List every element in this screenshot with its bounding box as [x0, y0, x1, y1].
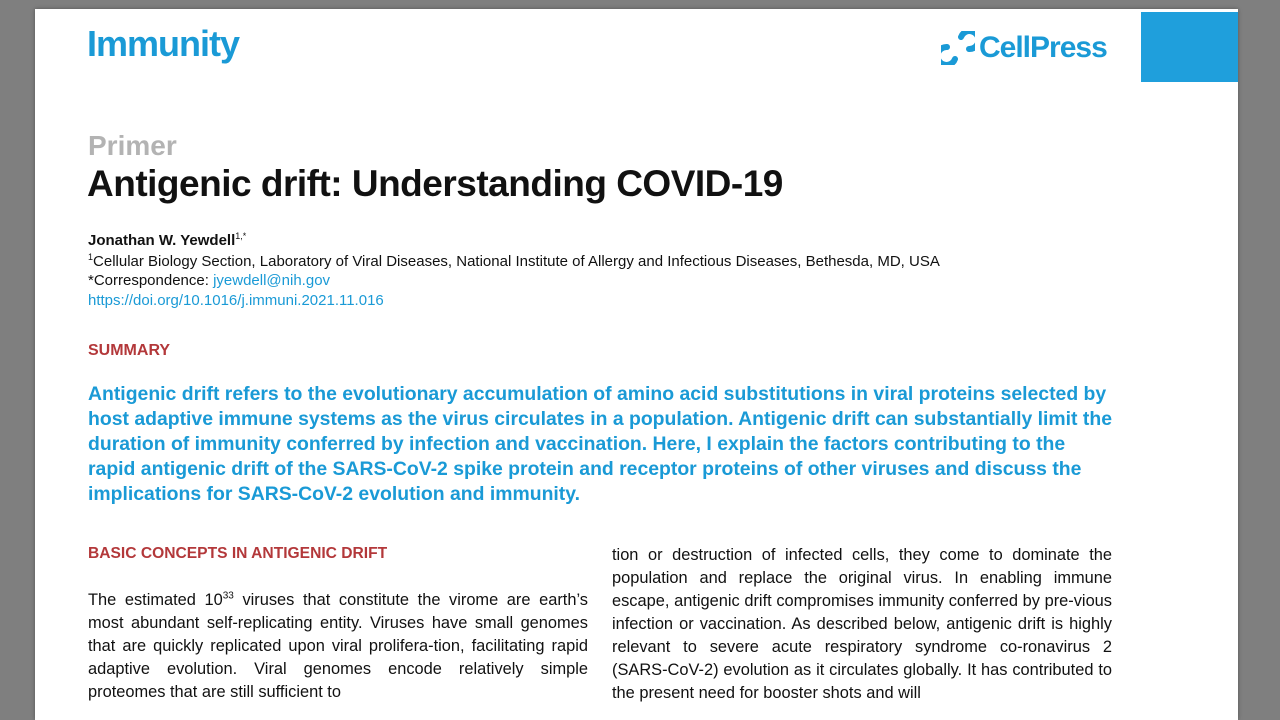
doi-link[interactable]: https://doi.org/10.1016/j.immuni.2021.11.016 [88, 292, 384, 309]
article-type-label: Primer [88, 130, 177, 161]
correspondence-line [88, 272, 330, 289]
summary-heading: SUMMARY [88, 342, 171, 359]
cellpress-logo-icon [941, 31, 975, 65]
left-column-text-part-1: The estimated 10 [88, 591, 223, 609]
left-column-text-part-2: viruses that constitute the virome are earth’s most abundant self-replicating entity. Viruses have small genomes that are quickly replicated upon viral prolifera-tion, facilitating rapid adaptive evolution. Viral genomes encode relatively simple proteomes that are still sufficient to [88, 591, 588, 701]
correspondence-label: *Correspondence: [88, 272, 214, 289]
affiliation-line [88, 252, 940, 270]
exponent: 33 [222, 590, 234, 602]
article-title: Antigenic drift: Understanding COVID-19 [87, 163, 783, 204]
author-marks: 1,* [235, 231, 247, 241]
summary-text: Antigenic drift refers to the evolutionary accumulation of amino acid substitutions in viral proteins selected by host adaptive immune systems as the virus circulates in a population. Antigenic drift can substantially limit the duration of immunity conferred by infection and vaccination. Here, I explain the factors contributing to the rapid antigenic drift of the SARS-CoV-2 spike protein and receptor proteins of other viruses and discuss the implications for SARS-CoV-2 evolution and immunity. [88, 383, 1112, 505]
publisher-name: CellPress [979, 31, 1107, 64]
left-column-text [88, 589, 588, 704]
corner-accent-block [1141, 12, 1238, 82]
affiliation-mark: 1 [88, 252, 94, 262]
affiliation-text: Cellular Biology Section, Laboratory of Viral Diseases, National Institute of Allergy and Infectious Diseases, Bethesda, MD, USA [93, 253, 940, 270]
journal-name: Immunity [87, 23, 240, 64]
publisher-logo [941, 31, 1107, 65]
author-name: Jonathan W. Yewdell [88, 232, 236, 249]
author-line [88, 231, 246, 249]
article-page [35, 9, 1238, 720]
correspondence-email-link[interactable]: jyewdell@nih.gov [213, 272, 331, 289]
section-heading-basic-concepts: BASIC CONCEPTS IN ANTIGENIC DRIFT [88, 545, 388, 562]
right-column-text: tion or destruction of infected cells, they come to dominate the population and replace the original virus. In enabling immune escape, antigenic drift compromises immunity conferred by pre-vious infection or vaccination. As described below, antigenic drift is highly relevant to severe acute respiratory syndrome co-ronavirus 2 (SARS-CoV-2) evolution as it circulates globally. It has contributed to the present need for booster shots and will [612, 546, 1112, 702]
